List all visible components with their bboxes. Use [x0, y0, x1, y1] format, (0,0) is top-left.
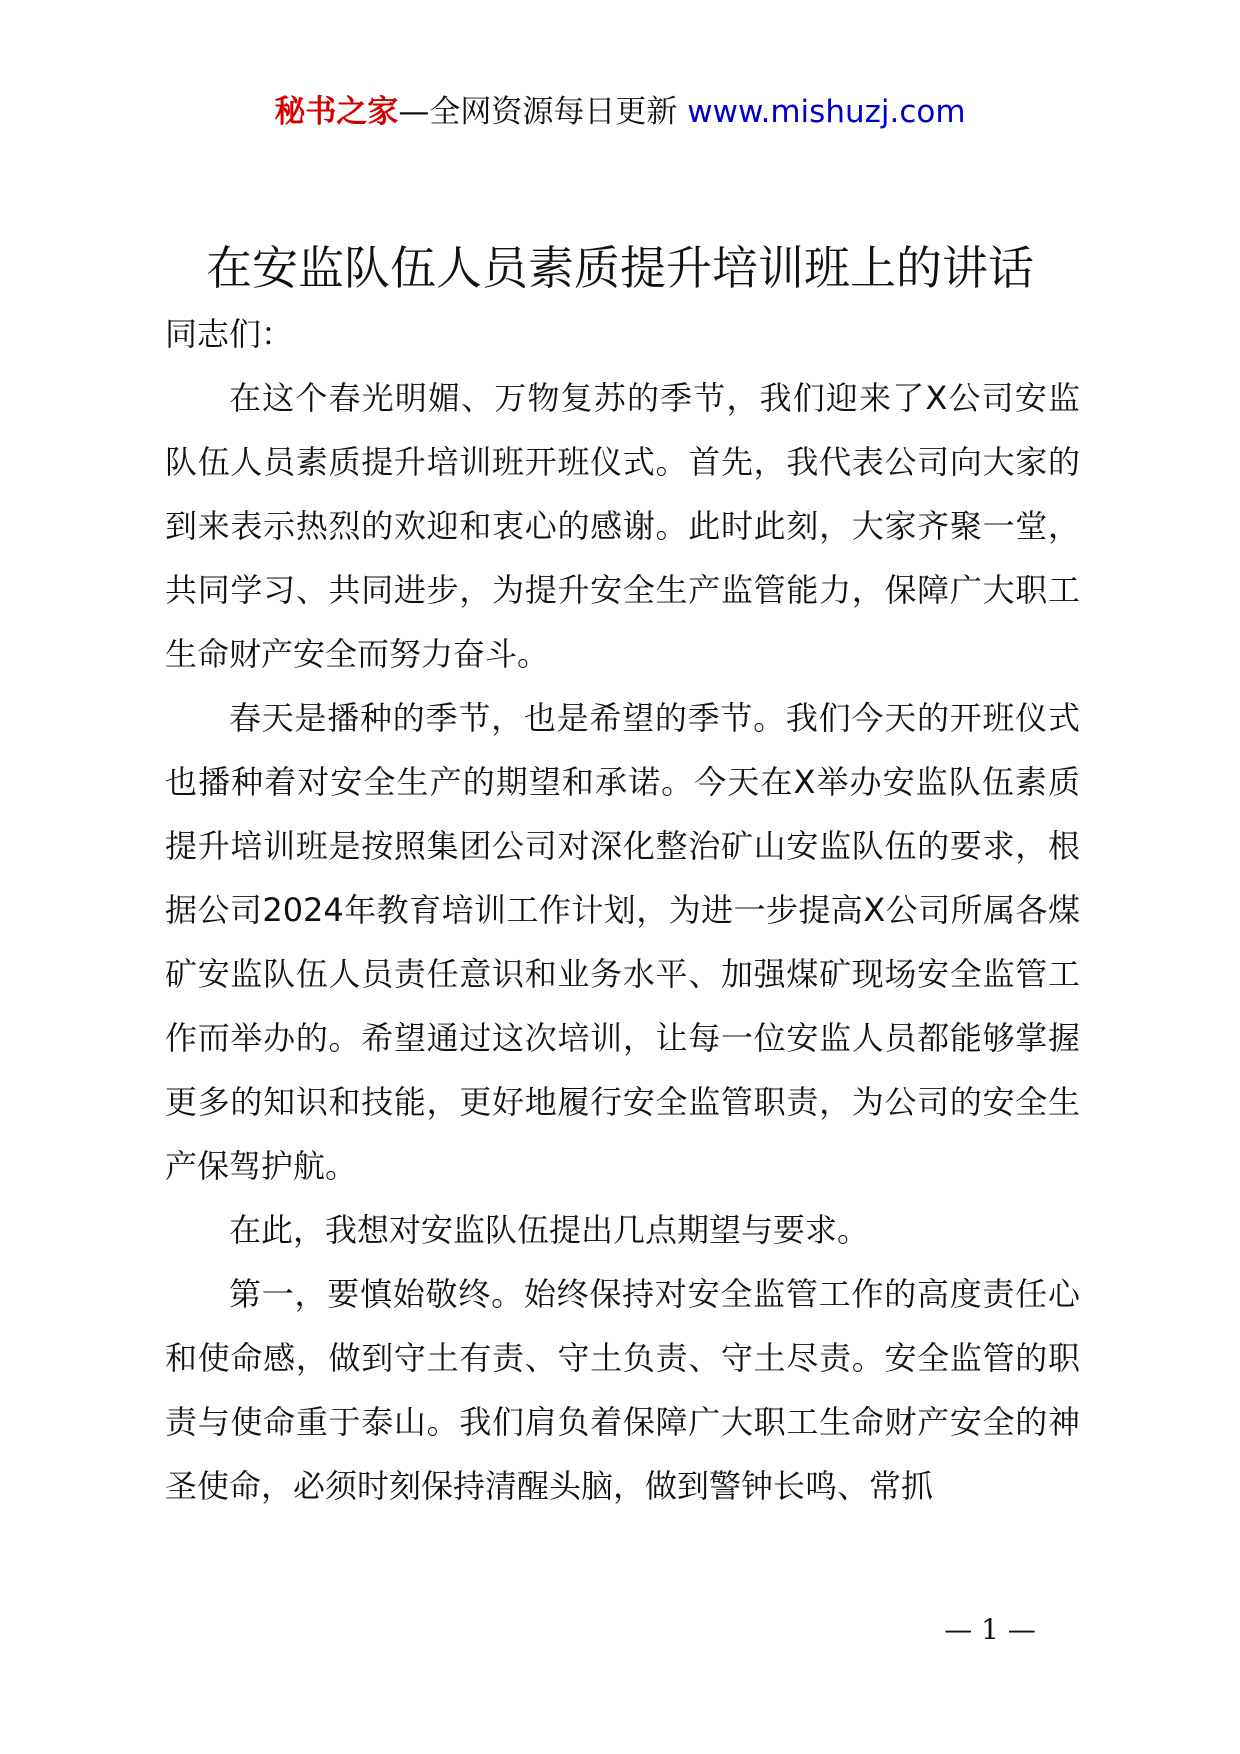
document-body — [165, 302, 1080, 1518]
site-banner — [0, 92, 1240, 132]
paragraph-1: 在这个春光明媚、万物复苏的季节，我们迎来了X公司安监队伍人员素质提升培训班开班仪式。首先，我代表公司向大家的到来表示热烈的欢迎和衷心的感谢。此时此刻，大家齐聚一堂，共同学习、共同进步，为提升安全生产监管能力，保障广大职工生命财产安全而努力奋斗。 — [165, 379, 1080, 673]
site-brand: 秘书之家 — [274, 94, 399, 130]
paragraph-2: 春天是播种的季节，也是希望的季节。我们今天的开班仪式也播种着对安全生产的期望和承诺。今天在X举办安监队伍素质提升培训班是按照集团公司对深化整治矿山安监队伍的要求，根据公司2024年教育培训工作计划，为进一步提高X公司所属各煤矿安监队伍人员责任意识和业务水平、加强煤矿现场安全监管工作而举办的。希望通过这次培训，让每一位安监人员都能够掌握更多的知识和技能，更好地履行安全监管职责，为公司的安全生产保驾护航。 — [165, 699, 1080, 1185]
page-number: — 1 — — [944, 1613, 1036, 1646]
site-url[interactable]: www.mishuzj.com — [687, 94, 966, 130]
salutation: 同志们： — [165, 315, 294, 353]
paragraph-4: 第一，要慎始敬终。始终保持对安全监管工作的高度责任心和使命感，做到守土有责、守土负责、守土尽责。安全监管的职责与使命重于泰山。我们肩负着保障广大职工生命财产安全的神圣使命，必须时刻保持清醒头脑，做到警钟长鸣、常抓 — [165, 1275, 1080, 1505]
document-title: 在安监队伍人员素质提升培训班上的讲话 — [206, 241, 1034, 295]
site-tagline: —全网资源每日更新 — [398, 94, 688, 130]
paragraph-3: 在此，我想对安监队伍提出几点期望与要求。 — [229, 1211, 870, 1249]
